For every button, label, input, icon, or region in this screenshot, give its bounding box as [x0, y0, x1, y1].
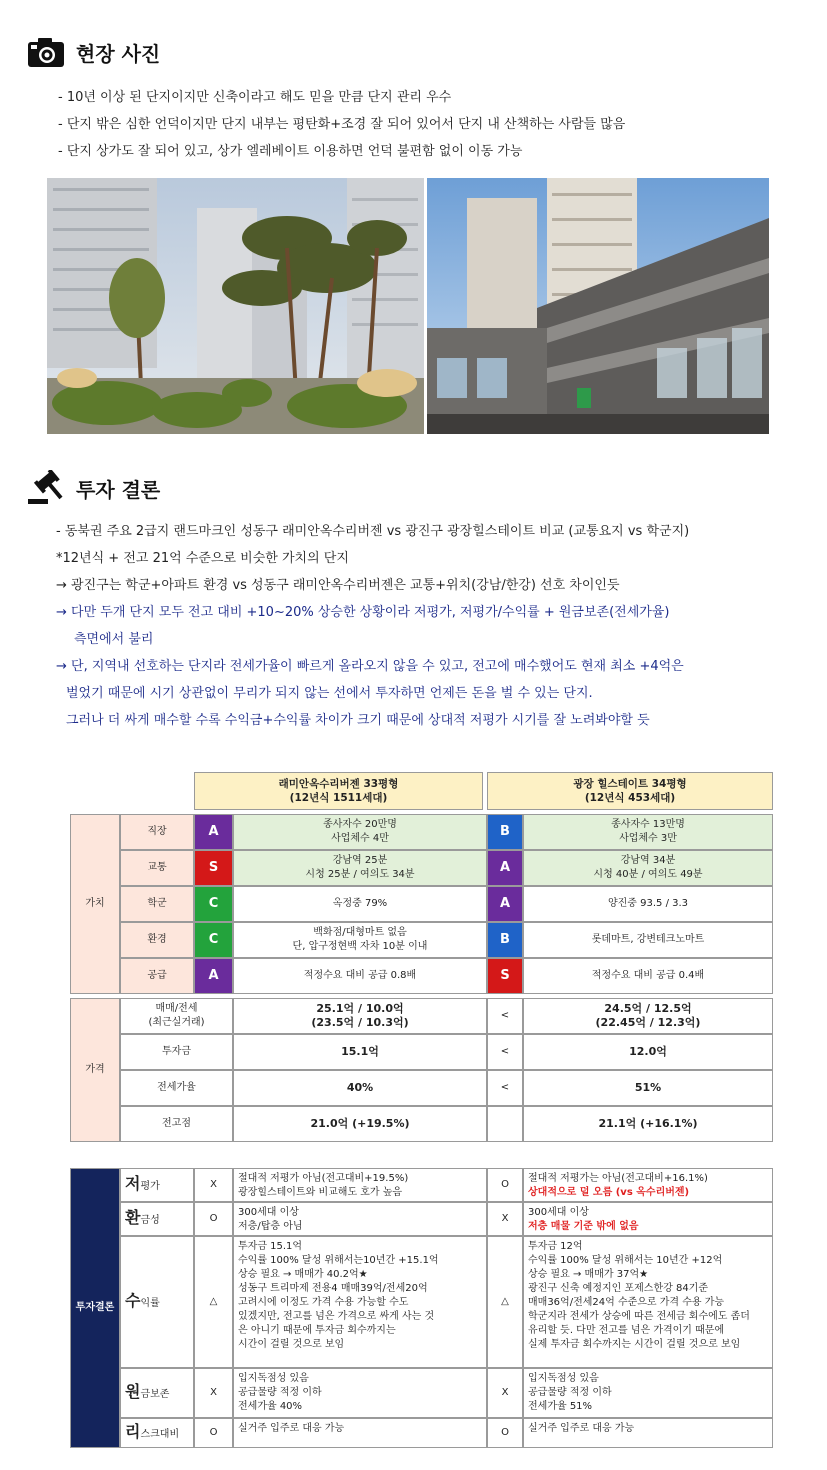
result-mark-hillstate-2 [487, 1202, 523, 1236]
conclusion-line-8: 그러나 더 싸게 매수할 수록 수익금+수익률 차이가 크기 때문에 상대적 저평가 시기를 잘 노려봐야할 듯 [66, 713, 650, 728]
comparison-table [0, 770, 827, 1470]
value-raemian-5-line-1: 적정수요 대비 공급 0.8배 [303, 970, 417, 981]
value-raemian-2-line-1: 강남역 25분 [332, 855, 388, 866]
price-raemian-1 [233, 998, 487, 1034]
column-header-hillstate-name: 광장 힐스테이트 34평형 [573, 778, 687, 790]
result-text-raemian-3-line-5: 고려시에 이정도 가격 수용 가능할 수도 [238, 1297, 409, 1308]
result-mark-raemian-2-line-1: O [209, 1213, 218, 1224]
result-text-hillstate-2-line-1: 300세대 이상 [528, 1207, 589, 1218]
price-compare-2-line-1: < [500, 1046, 510, 1057]
price-raemian-3 [233, 1070, 487, 1106]
column-header-raemian-name: 래미안옥수리버젠 33평형 [278, 778, 399, 790]
price-raemian-4-line-1: 21.0억 (+19.5%) [310, 1117, 410, 1130]
conclusion-section-header [26, 470, 160, 506]
value-hillstate-5 [523, 958, 773, 994]
price-row-label-1-line-1: 매매/전세 [155, 1003, 198, 1014]
conclusion-line-2: *12년식 + 전고 21억 수준으로 비슷한 가치의 단지 [56, 551, 349, 566]
result-mark-raemian-1-line-1: X [210, 1179, 217, 1190]
result-mark-hillstate-4-line-1: X [501, 1387, 509, 1398]
result-mark-hillstate-3-line-1: △ [501, 1296, 509, 1307]
grade-hillstate-2-line-1: A [499, 860, 511, 875]
price-row-label-1 [120, 998, 233, 1034]
result-text-hillstate-2 [523, 1202, 773, 1236]
value-hillstate-3 [523, 886, 773, 922]
value-row-label-4 [120, 922, 194, 958]
result-text-hillstate-3-line-4: 광진구 신축 예정지인 포제스한강 84기준 [528, 1283, 708, 1294]
result-row-label-initial-4: 원금보존 [125, 1381, 170, 1401]
result-text-raemian-2-line-1: 300세대 이상 [238, 1207, 299, 1218]
result-text-hillstate-3-line-2: 수익률 100% 달성 위해서는 10년간 +12억 [528, 1255, 723, 1266]
result-text-hillstate-4 [523, 1368, 773, 1418]
grade-hillstate-5 [487, 958, 523, 994]
category-value-line-1: 가치 [85, 898, 105, 909]
column-header-hillstate-sub: (12년식 453세대) [584, 792, 676, 804]
result-text-raemian-2-line-2: 저층/탑층 아님 [238, 1221, 303, 1232]
photos-section-header [26, 34, 160, 70]
result-text-hillstate-4-line-3: 전세가율 51% [528, 1401, 593, 1412]
grade-raemian-5 [194, 958, 233, 994]
result-text-raemian-3-line-8: 시간이 걸릴 것으로 보임 [238, 1339, 345, 1350]
result-text-hillstate-1-line-2: 상대적으로 덜 오름 (vs 옥수리버젠) [528, 1187, 690, 1198]
result-mark-raemian-3-line-1: △ [209, 1296, 218, 1307]
conclusion-line-1: - 동북권 주요 2급지 랜드마크인 성동구 래미안옥수리버젠 vs 광진구 광장힐스테이트 비교 (교통요지 vs 학군지) [56, 524, 690, 539]
grade-hillstate-3-line-1: A [499, 896, 511, 911]
price-hillstate-3 [523, 1070, 773, 1106]
photo-bullet-3: - 단지 상가도 잘 되어 있고, 상가 엘레베이트 이용하면 언덕 불편함 없이 이동 가능 [58, 144, 523, 159]
result-mark-hillstate-5 [487, 1418, 523, 1448]
result-text-raemian-3-line-1: 투자금 15.1억 [238, 1241, 303, 1252]
grade-raemian-5-line-1: A [208, 968, 219, 983]
camera-icon [26, 34, 66, 70]
result-text-hillstate-1 [523, 1168, 773, 1202]
result-text-hillstate-3-line-5: 매매36억/전세24억 수준으로 가격 수용 가능 [528, 1297, 725, 1308]
price-row-label-2 [120, 1034, 233, 1070]
result-text-raemian-4-line-3: 전세가율 40% [238, 1401, 303, 1412]
result-text-hillstate-4-line-2: 공급물량 적정 이하 [528, 1387, 612, 1398]
result-text-raemian-3-line-7: 은 아니기 때문에 투자금 회수까지는 [238, 1325, 396, 1336]
result-mark-raemian-4-line-1: X [210, 1387, 217, 1398]
grade-hillstate-4 [487, 922, 523, 958]
price-hillstate-3-line-1: 51% [634, 1081, 662, 1094]
grade-hillstate-4-line-1: B [500, 932, 510, 947]
result-text-hillstate-2-line-2: 저층 매물 기준 밖에 없음 [528, 1221, 639, 1232]
grade-raemian-2-line-1: S [208, 860, 219, 875]
result-mark-raemian-3 [194, 1236, 233, 1368]
category-price [70, 998, 120, 1142]
value-hillstate-2-line-1: 강남역 34분 [620, 855, 676, 866]
result-text-hillstate-5-line-1: 실거주 입주로 대응 가능 [528, 1423, 635, 1434]
price-compare-1 [487, 998, 523, 1034]
price-hillstate-2 [523, 1034, 773, 1070]
result-mark-hillstate-4 [487, 1368, 523, 1418]
price-row-label-1-line-2: (최근실거래) [148, 1017, 205, 1028]
value-hillstate-4 [523, 922, 773, 958]
value-raemian-1-line-1: 종사자수 20만명 [323, 819, 397, 830]
result-row-label-rest-2: 금성 [140, 1214, 160, 1226]
result-row-label-4 [120, 1368, 194, 1418]
grade-hillstate-1-line-1: B [500, 824, 510, 839]
column-header-raemian-sub: (12년식 1511세대) [289, 792, 388, 804]
value-raemian-3-line-1: 옥정중 79% [332, 898, 388, 909]
value-raemian-2-line-2: 시청 25분 / 여의도 34분 [305, 869, 415, 880]
category-value [70, 814, 120, 994]
price-raemian-1-line-2: (23.5억 / 10.3억) [311, 1016, 409, 1029]
value-raemian-1-line-2: 사업체수 4만 [331, 833, 389, 844]
grade-raemian-3 [194, 886, 233, 922]
result-text-hillstate-3-line-6: 학군지라 전세가 상승에 따른 전세금 회수에도 좀더 [528, 1311, 750, 1322]
value-hillstate-2-line-2: 시청 40분 / 여의도 49분 [593, 869, 703, 880]
photos-section-title: 현장 사진 [76, 41, 161, 66]
value-raemian-1 [233, 814, 487, 850]
photo-bullet-2: - 단지 밖은 심한 언덕이지만 단지 내부는 평탄화+조경 잘 되어 있어서 단지 내 산책하는 사람들 많음 [58, 117, 626, 132]
value-row-label-1 [120, 814, 194, 850]
result-text-raemian-5-line-1: 실거주 입주로 대응 가능 [238, 1423, 345, 1434]
category-investment-conclusion [70, 1168, 120, 1448]
result-text-raemian-2 [233, 1202, 487, 1236]
conclusion-text [56, 518, 689, 734]
result-text-raemian-3-line-2: 수익률 100% 달성 위해서는10년간 +15.1억 [238, 1255, 439, 1266]
result-text-raemian-1-line-1: 절대적 저평가 아님(전고대비+19.5%) [238, 1173, 409, 1184]
result-text-hillstate-3-line-3: 상승 필요 → 매매가 37억★ [528, 1269, 649, 1280]
conclusion-line-7: 벌었기 때문에 시기 상관없이 무리가 되지 않는 선에서 투자하면 언제든 돈을 벌 수 있는 단지. [66, 686, 593, 701]
grade-hillstate-3 [487, 886, 523, 922]
value-row-label-1-line-1: 직장 [147, 826, 167, 837]
complex-garden-photo [47, 178, 424, 434]
column-header-raemian [194, 772, 483, 810]
result-row-label-rest-3: 익률 [140, 1297, 160, 1309]
price-compare-2 [487, 1034, 523, 1070]
value-raemian-5 [233, 958, 487, 994]
result-row-label-initial-1: 저평가 [125, 1173, 160, 1193]
result-text-hillstate-1-line-1: 절대적 저평가는 아님(전고대비+16.1%) [528, 1173, 708, 1184]
conclusion-line-6: → 단, 지역내 선호하는 단지라 전세가율이 빠르게 올라오지 않을 수 있고, 전고에 매수했어도 현재 최소 +4억은 [56, 659, 684, 674]
result-text-hillstate-4-line-1: 입지독점성 있음 [528, 1373, 599, 1384]
result-row-label-rest-1: 평가 [140, 1180, 160, 1192]
result-row-label-1 [120, 1168, 194, 1202]
result-text-raemian-1-line-2: 광장힐스테이트와 비교해도 호가 높음 [238, 1187, 403, 1198]
result-text-raemian-4-line-2: 공급물량 적정 이하 [238, 1387, 322, 1398]
result-text-hillstate-3 [523, 1236, 773, 1368]
result-mark-raemian-5 [194, 1418, 233, 1448]
result-text-raemian-1 [233, 1168, 487, 1202]
price-raemian-1-line-1: 25.1억 / 10.0억 [316, 1002, 404, 1015]
value-raemian-4 [233, 922, 487, 958]
value-raemian-3 [233, 886, 487, 922]
value-row-label-5-line-1: 공급 [147, 970, 167, 981]
value-row-label-2 [120, 850, 194, 886]
category-price-line-1: 가격 [85, 1064, 105, 1075]
result-text-hillstate-3-line-8: 실제 투자금 회수까지는 시간이 걸릴 것으로 보임 [528, 1339, 741, 1350]
price-row-label-4 [120, 1106, 233, 1142]
grade-raemian-4 [194, 922, 233, 958]
result-row-label-initial-3: 수익률 [125, 1290, 160, 1310]
value-hillstate-4-line-1: 롯데마트, 강변테크노마트 [591, 934, 705, 945]
price-row-label-3-line-1: 전세가율 [157, 1082, 196, 1093]
result-text-hillstate-3-line-1: 투자금 12억 [528, 1241, 583, 1252]
price-raemian-2 [233, 1034, 487, 1070]
result-row-label-rest-5: 스크대비 [140, 1428, 180, 1440]
conclusion-line-5: 측면에서 불리 [74, 632, 154, 647]
result-mark-hillstate-3 [487, 1236, 523, 1368]
result-text-raemian-4 [233, 1368, 487, 1418]
grade-raemian-1 [194, 814, 233, 850]
price-hillstate-1-line-1: 24.5억 / 12.5억 [604, 1002, 692, 1015]
price-compare-3 [487, 1070, 523, 1106]
result-row-label-3 [120, 1236, 194, 1368]
result-text-raemian-5 [233, 1418, 487, 1448]
price-hillstate-1 [523, 998, 773, 1034]
result-row-label-5 [120, 1418, 194, 1448]
price-raemian-2-line-1: 15.1억 [341, 1045, 379, 1058]
price-row-label-3 [120, 1070, 233, 1106]
value-raemian-4-line-2: 단, 압구정현백 자차 10분 이내 [292, 941, 428, 952]
result-mark-raemian-1 [194, 1168, 233, 1202]
price-hillstate-4-line-1: 21.1억 (+16.1%) [598, 1117, 698, 1130]
result-row-label-initial-5: 리스크대비 [125, 1421, 180, 1441]
result-text-raemian-4-line-1: 입지독점성 있음 [238, 1373, 309, 1384]
complex-shopping-street-photo [427, 178, 769, 434]
conclusion-section-title: 투자 결론 [76, 477, 161, 502]
price-raemian-3-line-1: 40% [346, 1081, 374, 1094]
result-text-raemian-3-line-6: 있겠지만, 전고를 넘은 가격으로 싸게 사는 것 [238, 1311, 435, 1322]
value-hillstate-1 [523, 814, 773, 850]
grade-hillstate-5-line-1: S [500, 968, 510, 983]
result-text-raemian-3 [233, 1236, 487, 1368]
value-raemian-2 [233, 850, 487, 886]
value-hillstate-2 [523, 850, 773, 886]
result-mark-raemian-4 [194, 1368, 233, 1418]
category-investment-conclusion-line-1: 투자결론 [75, 1302, 115, 1313]
value-hillstate-3-line-1: 양진중 93.5 / 3.3 [607, 898, 689, 909]
price-compare-4 [487, 1106, 523, 1142]
result-mark-hillstate-1-line-1: O [501, 1179, 509, 1190]
grade-hillstate-2 [487, 850, 523, 886]
conclusion-line-3: → 광진구는 학군+아파트 환경 vs 성동구 래미안옥수리버젠은 교통+위치(강남/한강) 선호 차이인듯 [56, 578, 620, 593]
value-row-label-4-line-1: 환경 [147, 934, 167, 945]
price-row-label-2-line-1: 투자금 [162, 1046, 191, 1057]
result-text-raemian-3-line-3: 상승 필요 → 매매가 40.2억★ [238, 1269, 368, 1280]
result-row-label-2 [120, 1202, 194, 1236]
grade-raemian-3-line-1: C [208, 896, 219, 911]
value-hillstate-1-line-2: 사업체수 3만 [619, 833, 677, 844]
conclusion-line-4: → 다만 두개 단지 모두 전고 대비 +10~20% 상승한 상황이라 저평가, 저평가/수익률 + 원금보존(전세가율) [56, 605, 670, 620]
result-mark-raemian-5-line-1: O [209, 1427, 218, 1438]
price-hillstate-4 [523, 1106, 773, 1142]
photos-bullet-list [58, 84, 625, 165]
grade-raemian-2 [194, 850, 233, 886]
result-mark-hillstate-1 [487, 1168, 523, 1202]
value-hillstate-1-line-1: 종사자수 13만명 [611, 819, 685, 830]
grade-raemian-4-line-1: C [208, 932, 219, 947]
result-text-hillstate-5 [523, 1418, 773, 1448]
value-row-label-3-line-1: 학군 [147, 898, 167, 909]
result-mark-raemian-2 [194, 1202, 233, 1236]
value-row-label-5 [120, 958, 194, 994]
value-row-label-2-line-1: 교통 [147, 862, 167, 873]
grade-hillstate-1 [487, 814, 523, 850]
price-hillstate-1-line-2: (22.45억 / 12.3억) [595, 1016, 701, 1029]
column-header-hillstate [487, 772, 773, 810]
price-compare-3-line-1: < [500, 1082, 510, 1093]
result-row-label-rest-4: 금보존 [140, 1388, 170, 1400]
gavel-icon [26, 470, 66, 506]
result-row-label-initial-2: 환금성 [125, 1207, 160, 1227]
value-hillstate-5-line-1: 적정수요 대비 공급 0.4배 [591, 970, 705, 981]
photo-bullet-1: - 10년 이상 된 단지이지만 신축이라고 해도 믿을 만큼 단지 관리 우수 [58, 90, 452, 105]
result-mark-hillstate-5-line-1: O [501, 1427, 509, 1438]
price-compare-1-line-1: < [500, 1010, 510, 1021]
result-text-raemian-3-line-4: 성동구 트리마제 전용4 매매39억/전세20억 [238, 1283, 428, 1294]
price-row-label-4-line-1: 전고점 [162, 1118, 191, 1129]
price-raemian-4 [233, 1106, 487, 1142]
result-text-hillstate-3-line-7: 유리할 듯. 다만 전고를 넘은 가격이기 때문에 [528, 1325, 725, 1336]
value-raemian-4-line-1: 백화점/대형마트 없음 [313, 927, 407, 938]
price-hillstate-2-line-1: 12.0억 [629, 1045, 667, 1058]
value-row-label-3 [120, 886, 194, 922]
grade-raemian-1-line-1: A [208, 824, 219, 839]
result-mark-hillstate-2-line-1: X [501, 1213, 509, 1224]
